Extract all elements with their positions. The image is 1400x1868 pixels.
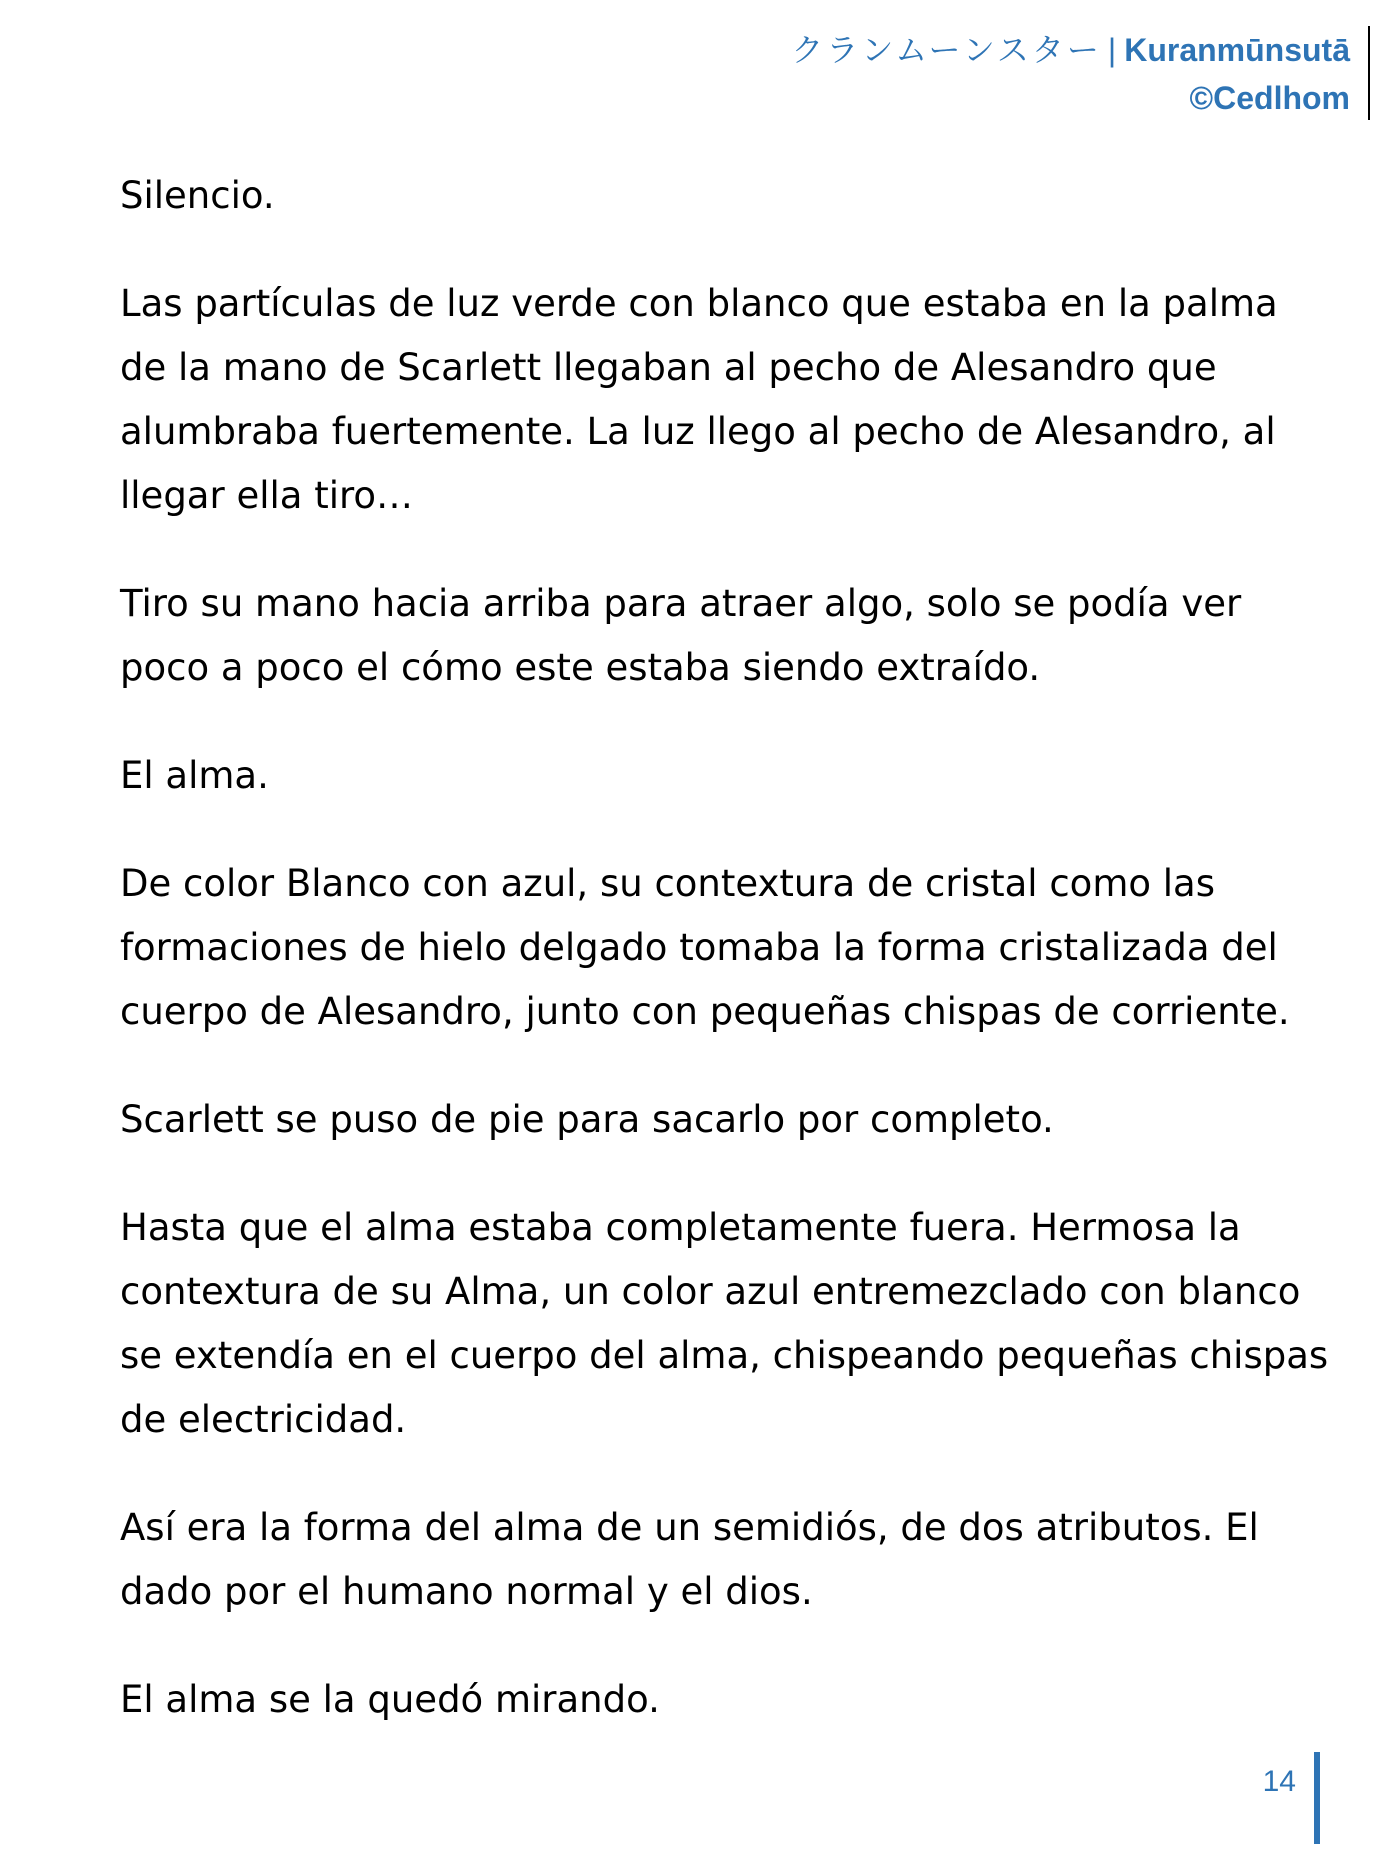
text-line: Silencio.: [120, 174, 275, 217]
header-title-line: [791, 26, 1350, 74]
page-header: [791, 26, 1370, 120]
header-japanese-title: クランムーンスター: [791, 31, 1102, 69]
text-line: De color Blanco con azul, su contextura de cristal como las: [120, 862, 1215, 905]
text-line: Así era la forma del alma de un semidiós, de dos atributos. El: [120, 1506, 1259, 1549]
paragraph: [120, 1088, 1310, 1152]
text-line: Scarlett se puso de pie para sacarlo por completo.: [120, 1098, 1054, 1141]
paragraph: [120, 1668, 1310, 1732]
text-line: alumbraba fuertemente. La luz llego al pecho de Alesandro, al: [120, 410, 1276, 453]
text-line: El alma.: [120, 754, 269, 797]
text-line: formaciones de hielo delgado tomaba la forma cristalizada del: [120, 926, 1278, 969]
paragraph: [120, 164, 1310, 228]
paragraph: [120, 852, 1310, 1044]
page-number: 14: [1263, 1752, 1320, 1844]
text-line: de electricidad.: [120, 1398, 407, 1441]
paragraph: [120, 572, 1310, 700]
header-romanized-title: Kuranmūnsutā: [1124, 32, 1350, 68]
text-line: Hasta que el alma estaba completamente fuera. Hermosa la: [120, 1206, 1241, 1249]
paragraph: [120, 272, 1310, 528]
text-line: Las partículas de luz verde con blanco que estaba en la palma: [120, 282, 1278, 325]
paragraph: [120, 1496, 1310, 1624]
text-line: llegar ella tiro…: [120, 474, 414, 517]
text-line: se extendía en el cuerpo del alma, chispeando pequeñas chispas: [120, 1334, 1329, 1377]
paragraph: [120, 1196, 1329, 1452]
body-text: [120, 164, 1329, 1776]
text-line: dado por el humano normal y el dios.: [120, 1570, 813, 1613]
text-line: El alma se la quedó mirando.: [120, 1678, 660, 1721]
text-line: cuerpo de Alesandro, junto con pequeñas chispas de corriente.: [120, 990, 1290, 1033]
text-line: poco a poco el cómo este estaba siendo extraído.: [120, 646, 1041, 689]
header-separator: |: [1107, 32, 1117, 68]
text-line: de la mano de Scarlett llegaban al pecho de Alesandro que: [120, 346, 1217, 389]
paragraph: [120, 744, 1310, 808]
text-line: Tiro su mano hacia arriba para atraer algo, solo se podía ver: [120, 582, 1242, 625]
header-copyright: ©Cedlhom: [1189, 80, 1350, 116]
text-line: contextura de su Alma, un color azul entremezclado con blanco: [120, 1270, 1301, 1313]
